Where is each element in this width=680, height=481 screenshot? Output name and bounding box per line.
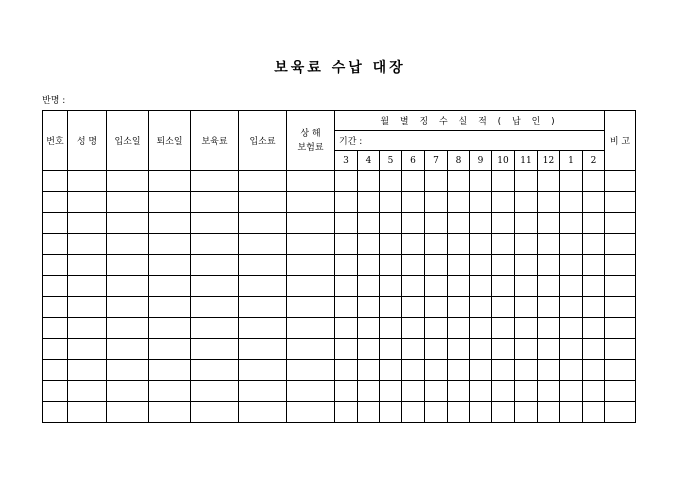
- ledger-cell: [68, 297, 107, 318]
- ledger-cell: [605, 234, 636, 255]
- ledger-cell: [448, 255, 470, 276]
- ledger-cell: [191, 213, 239, 234]
- ledger-cell: [402, 255, 425, 276]
- ledger-cell: [560, 234, 583, 255]
- ledger-cell: [191, 255, 239, 276]
- ledger-cell: [492, 402, 515, 423]
- ledger-cell: [538, 339, 560, 360]
- ledger-cell: [380, 171, 402, 192]
- header-accident-insurance: [287, 111, 335, 171]
- ledger-cell: [538, 402, 560, 423]
- ledger-cell: [538, 297, 560, 318]
- ledger-cell: [470, 339, 492, 360]
- ledger-cell: [470, 276, 492, 297]
- ledger-cell: [358, 339, 380, 360]
- ledger-cell: [107, 318, 149, 339]
- ledger-cell: [149, 297, 191, 318]
- ledger-cell: [107, 402, 149, 423]
- ledger-cell: [239, 402, 287, 423]
- ledger-cell: [605, 339, 636, 360]
- ledger-cell: [560, 213, 583, 234]
- ledger-cell: [470, 255, 492, 276]
- month-header-cell: 9: [470, 151, 492, 171]
- ledger-cell: [583, 192, 605, 213]
- class-name-label: 반명 :: [42, 96, 66, 106]
- ledger-cell: [380, 255, 402, 276]
- ledger-cell: [448, 171, 470, 192]
- ledger-cell: [68, 255, 107, 276]
- ledger-cell: [583, 339, 605, 360]
- month-header-cell: 1: [560, 151, 583, 171]
- ledger-cell: [287, 360, 335, 381]
- ledger-cell: [149, 171, 191, 192]
- ledger-cell: [515, 192, 538, 213]
- ledger-cell: [335, 171, 358, 192]
- ledger-cell: [402, 360, 425, 381]
- ledger-cell: [358, 255, 380, 276]
- ledger-cell: [402, 318, 425, 339]
- ledger-cell: [402, 402, 425, 423]
- ledger-cell: [448, 213, 470, 234]
- ledger-cell: [470, 402, 492, 423]
- ledger-cell: [583, 276, 605, 297]
- ledger-cell: [239, 339, 287, 360]
- ledger-cell: [425, 339, 448, 360]
- header-admission-date: 입소일: [107, 111, 149, 171]
- ledger-cell: [107, 213, 149, 234]
- ledger-cell: [380, 360, 402, 381]
- ledger-cell: [68, 381, 107, 402]
- ledger-cell: [402, 339, 425, 360]
- ledger-cell: [335, 213, 358, 234]
- ledger-cell: [402, 192, 425, 213]
- ledger-cell: [287, 234, 335, 255]
- ledger-cell: [448, 318, 470, 339]
- ledger-row: [43, 234, 636, 255]
- ledger-cell: [605, 381, 636, 402]
- ledger-cell: [380, 297, 402, 318]
- ledger-cell: [287, 318, 335, 339]
- ledger-cell: [107, 297, 149, 318]
- ledger-cell: [425, 402, 448, 423]
- ledger-cell: [605, 297, 636, 318]
- ledger-row: [43, 360, 636, 381]
- ledger-cell: [425, 360, 448, 381]
- ledger-cell: [43, 381, 68, 402]
- ledger-cell: [335, 234, 358, 255]
- ledger-cell: [380, 339, 402, 360]
- ledger-cell: [335, 402, 358, 423]
- ledger-cell: [107, 276, 149, 297]
- ledger-cell: [560, 192, 583, 213]
- ledger-row: [43, 171, 636, 192]
- ledger-cell: [560, 360, 583, 381]
- header-number: 번호: [43, 111, 68, 171]
- ledger-cell: [538, 255, 560, 276]
- ledger-cell: [425, 255, 448, 276]
- ledger-cell: [380, 234, 402, 255]
- ledger-cell: [448, 276, 470, 297]
- ledger-cell: [287, 297, 335, 318]
- ledger-cell: [470, 192, 492, 213]
- ledger-cell: [191, 318, 239, 339]
- month-header-cell: 11: [515, 151, 538, 171]
- ledger-cell: [43, 402, 68, 423]
- ledger-cell: [470, 213, 492, 234]
- ledger-cell: [425, 381, 448, 402]
- ledger-cell: [583, 213, 605, 234]
- ledger-cell: [605, 276, 636, 297]
- ledger-cell: [538, 381, 560, 402]
- ledger-cell: [149, 192, 191, 213]
- ledger-cell: [560, 297, 583, 318]
- ledger-cell: [425, 276, 448, 297]
- ledger-cell: [492, 192, 515, 213]
- ledger-cell: [583, 318, 605, 339]
- ledger-cell: [492, 297, 515, 318]
- ledger-cell: [448, 339, 470, 360]
- ledger-cell: [470, 381, 492, 402]
- ledger-cell: [43, 213, 68, 234]
- ledger-cell: [107, 360, 149, 381]
- month-header-cell: 10: [492, 151, 515, 171]
- header-withdrawal-date: 퇴소일: [149, 111, 191, 171]
- ledger-cell: [402, 234, 425, 255]
- ledger-cell: [43, 234, 68, 255]
- ledger-cell: [68, 339, 107, 360]
- ledger-cell: [402, 171, 425, 192]
- ledger-row: [43, 339, 636, 360]
- ledger-cell: [287, 339, 335, 360]
- ledger-cell: [560, 381, 583, 402]
- ledger-cell: [335, 360, 358, 381]
- ledger-cell: [287, 255, 335, 276]
- ledger-cell: [191, 234, 239, 255]
- ledger-cell: [560, 339, 583, 360]
- ledger-cell: [380, 276, 402, 297]
- month-header-cell: 4: [358, 151, 380, 171]
- ledger-cell: [149, 402, 191, 423]
- ledger-cell: [68, 192, 107, 213]
- month-header-cell: 8: [448, 151, 470, 171]
- ledger-cell: [107, 234, 149, 255]
- ledger-cell: [448, 192, 470, 213]
- period-label: 기간 :: [335, 131, 605, 151]
- ledger-cell: [515, 339, 538, 360]
- month-header-cell: 3: [335, 151, 358, 171]
- ledger-cell: [107, 339, 149, 360]
- ledger-cell: [68, 360, 107, 381]
- ledger-cell: [583, 381, 605, 402]
- ledger-cell: [239, 234, 287, 255]
- ledger-cell: [380, 213, 402, 234]
- ledger-cell: [358, 234, 380, 255]
- ledger-cell: [358, 213, 380, 234]
- ledger-cell: [191, 297, 239, 318]
- ledger-row: [43, 213, 636, 234]
- ledger-cell: [492, 234, 515, 255]
- ledger-cell: [335, 318, 358, 339]
- ledger-cell: [68, 402, 107, 423]
- ledger-cell: [492, 255, 515, 276]
- ledger-cell: [191, 192, 239, 213]
- ledger-cell: [515, 171, 538, 192]
- ledger-cell: [538, 234, 560, 255]
- ledger-cell: [239, 318, 287, 339]
- ledger-cell: [470, 234, 492, 255]
- ledger-cell: [583, 297, 605, 318]
- header-name: 성 명: [68, 111, 107, 171]
- ledger-cell: [287, 402, 335, 423]
- header-childcare-fee: 보육료: [191, 111, 239, 171]
- ledger-cell: [425, 171, 448, 192]
- ledger-cell: [68, 276, 107, 297]
- ledger-cell: [492, 171, 515, 192]
- ledger-cell: [538, 213, 560, 234]
- ledger-cell: [191, 402, 239, 423]
- ledger-cell: [470, 171, 492, 192]
- ledger-cell: [448, 360, 470, 381]
- ledger-cell: [425, 192, 448, 213]
- ledger-cell: [43, 192, 68, 213]
- ledger-cell: [43, 255, 68, 276]
- ledger-cell: [107, 255, 149, 276]
- ledger-cell: [191, 381, 239, 402]
- ledger-cell: [149, 339, 191, 360]
- ledger-cell: [492, 381, 515, 402]
- ledger-cell: [68, 234, 107, 255]
- ledger-cell: [287, 171, 335, 192]
- ledger-cell: [560, 402, 583, 423]
- ledger-cell: [605, 318, 636, 339]
- ledger-cell: [402, 213, 425, 234]
- fee-ledger-table: [42, 110, 636, 423]
- ledger-cell: [380, 402, 402, 423]
- ledger-cell: [515, 276, 538, 297]
- ledger-row: [43, 402, 636, 423]
- month-header-cell: 5: [380, 151, 402, 171]
- ledger-cell: [425, 297, 448, 318]
- ledger-cell: [287, 381, 335, 402]
- ledger-cell: [448, 381, 470, 402]
- ledger-cell: [605, 255, 636, 276]
- ledger-cell: [560, 318, 583, 339]
- ledger-cell: [470, 360, 492, 381]
- header-monthly-collection: 월 별 징 수 실 적 ( 납 인 ): [335, 111, 605, 131]
- ledger-cell: [538, 276, 560, 297]
- ledger-cell: [335, 381, 358, 402]
- ledger-cell: [68, 318, 107, 339]
- ledger-cell: [358, 318, 380, 339]
- ledger-cell: [43, 171, 68, 192]
- ledger-row: [43, 255, 636, 276]
- ledger-cell: [239, 255, 287, 276]
- ledger-row: [43, 276, 636, 297]
- ledger-cell: [68, 171, 107, 192]
- ledger-cell: [335, 276, 358, 297]
- ledger-cell: [380, 192, 402, 213]
- ledger-cell: [287, 213, 335, 234]
- ledger-cell: [43, 276, 68, 297]
- ledger-cell: [605, 402, 636, 423]
- ledger-cell: [515, 360, 538, 381]
- ledger-cell: [583, 234, 605, 255]
- ledger-cell: [191, 360, 239, 381]
- ledger-cell: [43, 360, 68, 381]
- ledger-cell: [287, 276, 335, 297]
- ledger-cell: [515, 213, 538, 234]
- ledger-cell: [492, 360, 515, 381]
- ledger-cell: [358, 360, 380, 381]
- ledger-row: [43, 192, 636, 213]
- ledger-cell: [448, 297, 470, 318]
- ledger-cell: [538, 360, 560, 381]
- ledger-cell: [402, 381, 425, 402]
- ledger-cell: [358, 276, 380, 297]
- ledger-cell: [358, 297, 380, 318]
- ledger-cell: [492, 339, 515, 360]
- ledger-cell: [492, 318, 515, 339]
- ledger-cell: [538, 192, 560, 213]
- ledger-cell: [515, 297, 538, 318]
- ledger-cell: [43, 339, 68, 360]
- ledger-cell: [380, 318, 402, 339]
- ledger-cell: [335, 255, 358, 276]
- month-header-cell: 12: [538, 151, 560, 171]
- ledger-cell: [239, 192, 287, 213]
- header-remarks: 비 고: [605, 111, 636, 171]
- ledger-cell: [515, 402, 538, 423]
- ledger-cell: [358, 381, 380, 402]
- ledger-cell: [107, 381, 149, 402]
- month-header-cell: 6: [402, 151, 425, 171]
- ledger-cell: [191, 339, 239, 360]
- ledger-cell: [605, 192, 636, 213]
- ledger-cell: [149, 318, 191, 339]
- ledger-cell: [335, 339, 358, 360]
- header-insurance-line1: 상 해: [300, 128, 321, 139]
- ledger-cell: [583, 171, 605, 192]
- ledger-cell: [492, 213, 515, 234]
- ledger-cell: [358, 171, 380, 192]
- ledger-cell: [470, 318, 492, 339]
- ledger-cell: [149, 276, 191, 297]
- ledger-cell: [470, 297, 492, 318]
- ledger-cell: [515, 381, 538, 402]
- ledger-row: [43, 381, 636, 402]
- ledger-cell: [492, 276, 515, 297]
- ledger-cell: [583, 402, 605, 423]
- ledger-cell: [402, 297, 425, 318]
- ledger-cell: [239, 171, 287, 192]
- ledger-cell: [149, 381, 191, 402]
- ledger-cell: [515, 234, 538, 255]
- ledger-cell: [560, 276, 583, 297]
- ledger-cell: [149, 255, 191, 276]
- ledger-cell: [425, 234, 448, 255]
- ledger-cell: [335, 192, 358, 213]
- ledger-cell: [358, 192, 380, 213]
- ledger-cell: [191, 276, 239, 297]
- ledger-cell: [380, 381, 402, 402]
- ledger-cell: [605, 213, 636, 234]
- ledger-cell: [583, 255, 605, 276]
- ledger-cell: [149, 234, 191, 255]
- ledger-cell: [43, 318, 68, 339]
- month-header-cell: 2: [583, 151, 605, 171]
- month-header-cell: 7: [425, 151, 448, 171]
- ledger-cell: [191, 171, 239, 192]
- ledger-cell: [448, 402, 470, 423]
- ledger-cell: [560, 255, 583, 276]
- ledger-row: [43, 318, 636, 339]
- ledger-cell: [402, 276, 425, 297]
- header-admission-fee: 입소료: [239, 111, 287, 171]
- ledger-cell: [239, 381, 287, 402]
- ledger-cell: [425, 213, 448, 234]
- ledger-cell: [107, 192, 149, 213]
- ledger-cell: [605, 360, 636, 381]
- ledger-cell: [239, 360, 287, 381]
- ledger-cell: [239, 213, 287, 234]
- ledger-cell: [538, 318, 560, 339]
- ledger-cell: [605, 171, 636, 192]
- header-insurance-line2: 보험료: [297, 142, 324, 153]
- document-title: 보육료 수납 대장: [274, 60, 406, 76]
- ledger-cell: [358, 402, 380, 423]
- ledger-cell: [239, 276, 287, 297]
- ledger-cell: [335, 297, 358, 318]
- ledger-cell: [68, 213, 107, 234]
- ledger-cell: [448, 234, 470, 255]
- ledger-cell: [239, 297, 287, 318]
- ledger-cell: [560, 171, 583, 192]
- ledger-cell: [149, 360, 191, 381]
- ledger-cell: [538, 171, 560, 192]
- ledger-cell: [149, 213, 191, 234]
- ledger-cell: [515, 318, 538, 339]
- ledger-row: [43, 297, 636, 318]
- ledger-cell: [107, 171, 149, 192]
- ledger-cell: [425, 318, 448, 339]
- ledger-cell: [515, 255, 538, 276]
- ledger-cell: [43, 297, 68, 318]
- ledger-cell: [287, 192, 335, 213]
- ledger-cell: [583, 360, 605, 381]
